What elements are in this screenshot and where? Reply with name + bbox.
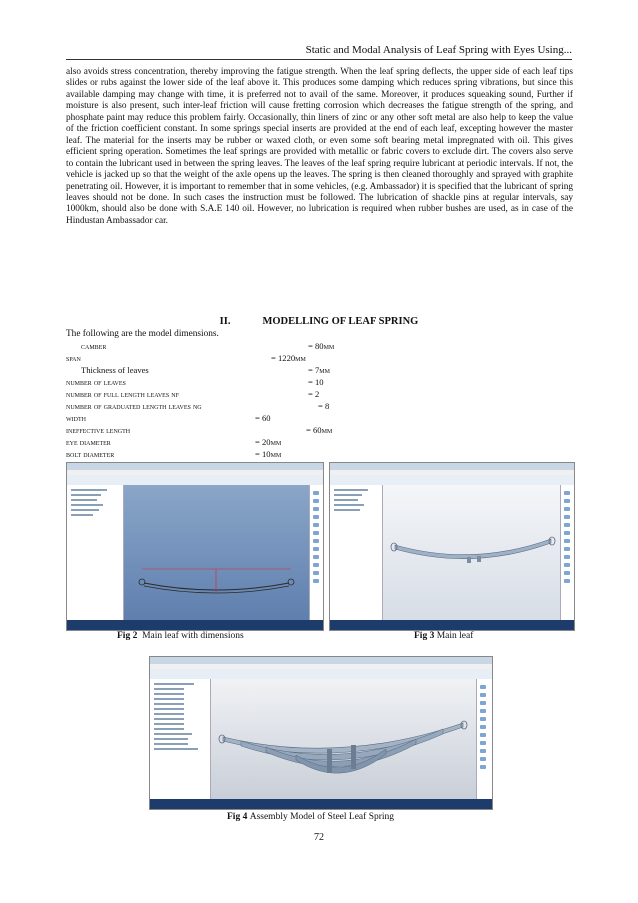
fig4-caption	[227, 812, 394, 822]
graphics-canvas	[124, 485, 309, 620]
taskbar	[150, 799, 492, 809]
dimension-row	[66, 401, 330, 412]
dimension-label: span	[66, 353, 81, 363]
window-titlebar	[150, 657, 492, 664]
graphics-canvas	[383, 485, 560, 620]
main-leaf-drawing	[124, 485, 309, 620]
taskbar	[330, 620, 574, 630]
window-titlebar	[67, 463, 323, 470]
page-number: 72	[314, 832, 324, 843]
dimension-label: number of graduated length leaves ng	[66, 401, 202, 411]
window-titlebar	[330, 463, 574, 470]
dimension-row	[66, 377, 324, 388]
figure-label: Fig 2	[117, 631, 138, 641]
section-number: II.	[219, 316, 231, 327]
section-title: MODELLING OF LEAF SPRING	[262, 316, 419, 327]
fig2-cad-screenshot	[66, 462, 324, 631]
side-toolbar	[309, 485, 323, 620]
model-tree-panel	[150, 679, 211, 799]
intro-text: The following are the model dimensions.	[66, 329, 219, 339]
dimension-row	[66, 425, 333, 436]
dimension-label: number of leaves	[66, 377, 126, 387]
figure-label: Fig 3	[414, 631, 435, 641]
model-tree-panel	[67, 485, 124, 620]
dimension-row	[66, 353, 306, 364]
dimension-row	[66, 449, 282, 460]
dimension-row	[66, 389, 320, 400]
dimension-label: camber	[81, 341, 107, 351]
header-rule	[66, 59, 572, 60]
body-paragraph: also avoids stress concentration, thereby improving the fatigue strength. When the leaf spring deflects, the upper side of each leaf tips slides or rubs against the lower side of the leaf above it. This produces some damping which reduces spring vibrations, but since this available damping may change with time, it is preferred not to avail of the same. Moreover, it produces squeaking sound, Further if moisture is also present, such inter-leaf friction will cause fretting corrosion which decreases the fatigue strength of the spring, and phosphate paint may reduce this problem fairly. Occasionally, thin liners of zinc or any other soft metal are also help to keep the value of the friction coefficient constant. In some springs special inserts are provided at the end of each leaf, excepting however the master leaf. The material for the inserts may be rubber or waxed cloth, or even some soft bearing metal impregnated with oil. This gives efficient spring operation. Sometimes the leaf springs are provided with metallic or fabric covers to exclude dirt. The covers also serve to contain the lubricant used in between the spring leaves. The leaves of the leaf spring require lubricant at periodic intervals. If not, the vehicle is jacked up so that the weight of the axle opens up the leaves. The spring is then cleaned thoroughly and sprayed with graphite penetrating oil. However, it is important to remember that in some vehicles, (e.g. Ambassador) it is specified that the lubricant of spring leaves should not be done. In such cases the instruction must be followed. The lubrication of shackle pins at regular intervals, say 1000km, should also be done with S.A.E 140 oil. However, no lubrication is required when rubber bushes are used, as in case of the Hindustan Ambassador car.	[66, 67, 573, 226]
dimension-value: = 80mm	[308, 341, 335, 351]
dimension-value: = 7mm	[308, 365, 330, 375]
side-toolbar	[560, 485, 574, 620]
running-header: Static and Modal Analysis of Leaf Spring with Eyes Using...	[305, 44, 572, 56]
dimension-value: = 10mm	[255, 449, 282, 459]
dimension-row	[66, 437, 282, 448]
fig3-cad-screenshot	[329, 462, 575, 631]
dimension-label: bolt diameter	[66, 449, 115, 459]
graphics-canvas	[211, 679, 476, 799]
figure-label: Fig 4	[227, 812, 248, 822]
dimension-value: = 10	[308, 377, 324, 387]
figure-caption: Main leaf with dimensions	[142, 631, 244, 641]
side-toolbar	[476, 679, 492, 799]
section-heading	[0, 316, 638, 327]
fig4-cad-screenshot	[149, 656, 493, 810]
dimension-label: width	[66, 413, 86, 423]
dimension-row	[66, 413, 271, 424]
dimension-row	[81, 341, 335, 352]
dimension-value: = 8	[318, 401, 330, 411]
dimension-label: number of full length leaves nf	[66, 389, 179, 399]
dimension-value: = 1220mm	[271, 353, 306, 363]
main-leaf-3d	[383, 485, 560, 620]
dimension-value: = 2	[308, 389, 320, 399]
dimension-row	[81, 365, 330, 376]
taskbar	[67, 620, 323, 630]
leaf-spring-assembly-3d	[211, 679, 476, 799]
dimension-label: ineffective length	[66, 425, 131, 435]
figure-caption: Assembly Model of Steel Leaf Spring	[249, 812, 395, 822]
dimension-value: = 20mm	[255, 437, 282, 447]
figure-caption: Main leaf	[436, 631, 474, 641]
fig3-caption	[414, 631, 473, 641]
dimension-value: = 60mm	[306, 425, 333, 435]
dimension-label: eye diameter	[66, 437, 111, 447]
fig2-caption	[117, 631, 244, 641]
model-tree-panel	[330, 485, 383, 620]
dimension-value: = 60	[255, 413, 271, 423]
dimension-label: Thickness of leaves	[81, 365, 149, 375]
